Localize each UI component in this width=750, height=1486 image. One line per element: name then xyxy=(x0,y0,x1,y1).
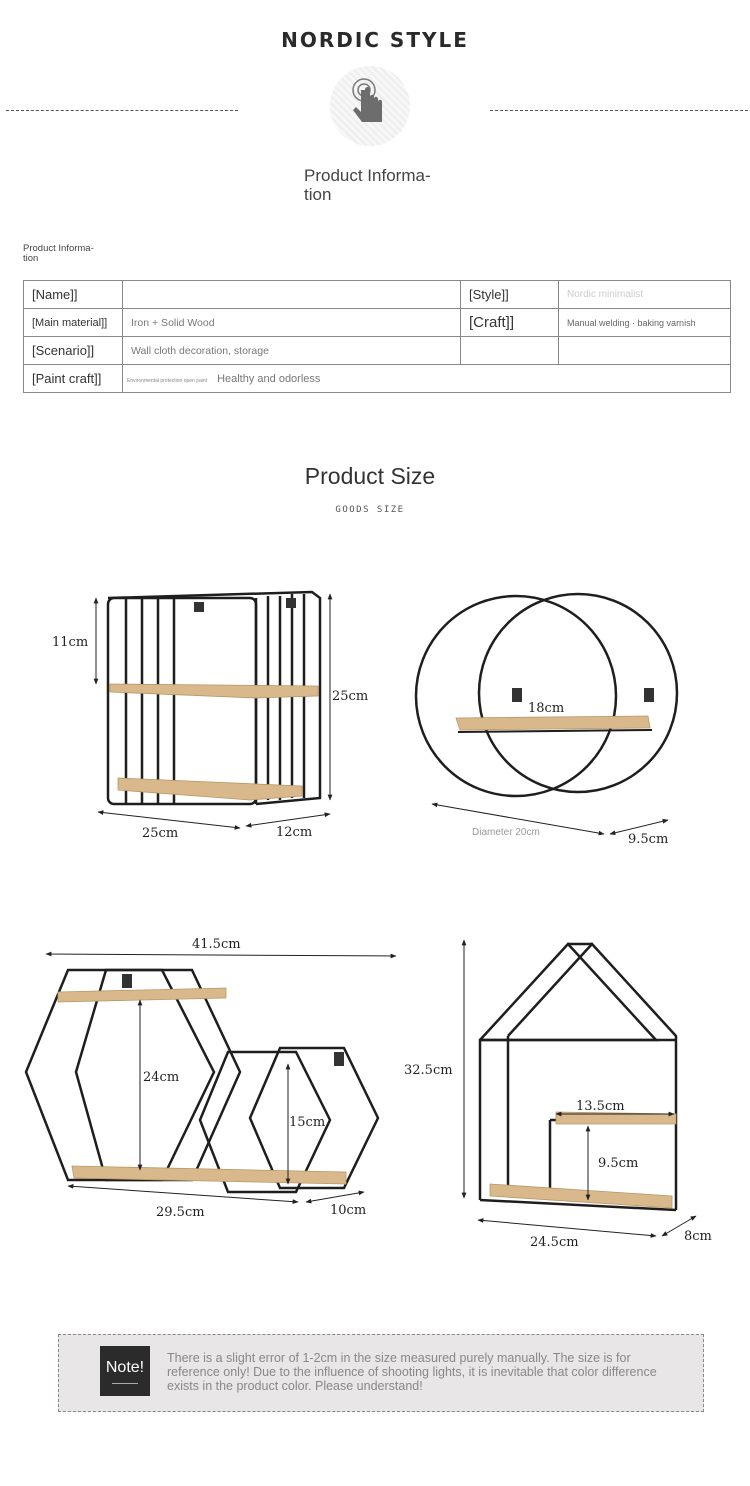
house-height: 32.5cm xyxy=(404,1063,453,1078)
round-shelf-drawing xyxy=(416,594,677,847)
label-paint-craft: [Paint craft]] xyxy=(24,365,123,393)
product-info-small-heading: Product Informa- tion xyxy=(23,243,94,264)
square-depth: 12cm xyxy=(276,825,313,840)
note-text: There is a slight error of 1-2cm in the size measured purely manually. The size is for reference only! Due to the influence of shooting lights, it is inevitable that color difference exists in the product color. Please understand! xyxy=(167,1351,657,1393)
value-style: Nordic minimalist xyxy=(559,281,731,309)
house-shelf-height: 9.5cm xyxy=(598,1156,639,1171)
value-main-material: Iron + Solid Wood xyxy=(123,309,461,337)
hex-small-height: 15cm xyxy=(289,1115,326,1130)
square-shelf-drawing xyxy=(52,592,368,841)
hex-base-width: 29.5cm xyxy=(156,1205,205,1220)
note-badge: Note! xyxy=(100,1346,150,1396)
hex-large-height: 24cm xyxy=(143,1070,180,1085)
label-scenario: [Scenario]] xyxy=(24,337,123,365)
square-height: 25cm xyxy=(332,689,369,704)
label-name: [Name]] xyxy=(24,281,123,309)
goods-size-subtitle: GOODS SIZE xyxy=(335,505,405,515)
square-inner-height: 11cm xyxy=(52,635,89,650)
hexagon-shelf-drawing xyxy=(26,937,396,1220)
paint-micro-text: Environmental protection open paint xyxy=(127,377,208,384)
value-scenario: Wall cloth decoration, storage xyxy=(123,337,461,365)
round-diameter: Diameter 20cm xyxy=(472,827,540,838)
house-shelf-drawing xyxy=(404,940,712,1250)
label-main-material: [Main material]] xyxy=(24,309,123,337)
page-title: NORDIC STYLE xyxy=(281,28,469,52)
house-width: 24.5cm xyxy=(530,1235,579,1250)
house-depth: 8cm xyxy=(684,1229,712,1244)
round-depth: 9.5cm xyxy=(628,832,669,847)
paint-value-text: Healthy and odorless xyxy=(217,372,321,385)
round-shelf-width: 18cm xyxy=(528,701,565,716)
square-width: 25cm xyxy=(142,826,179,841)
product-info-heading: Product Informa- tion xyxy=(304,166,431,204)
house-shelf-width: 13.5cm xyxy=(576,1099,625,1114)
hex-total-width: 41.5cm xyxy=(192,937,241,952)
hex-depth: 10cm xyxy=(330,1203,367,1218)
product-size-title: Product Size xyxy=(304,463,436,489)
value-craft: Manual welding · baking varnish xyxy=(559,309,731,337)
label-style: [Style]] xyxy=(461,281,559,309)
label-craft: [Craft]] xyxy=(461,309,559,337)
